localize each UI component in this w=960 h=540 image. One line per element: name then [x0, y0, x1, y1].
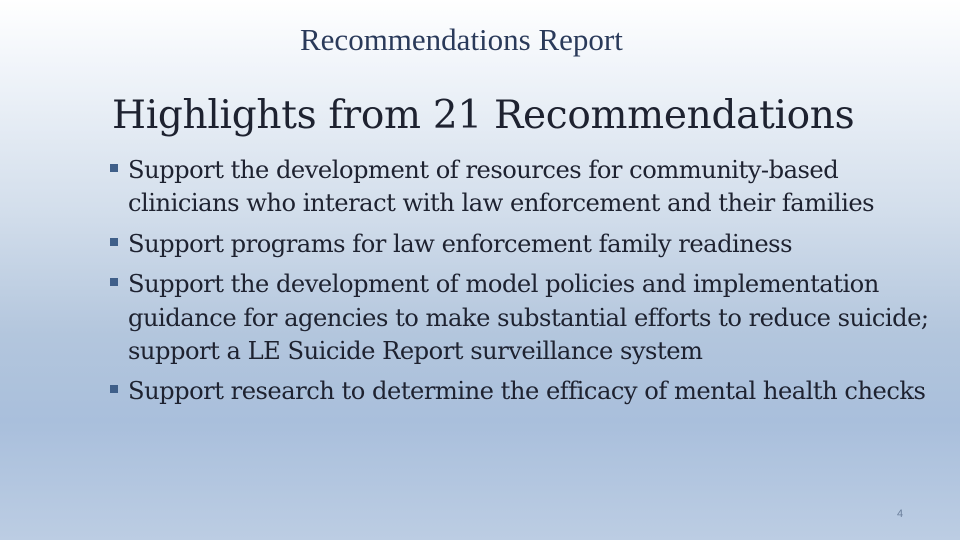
bullet-text: Support programs for law enforcement family readiness: [128, 229, 793, 258]
list-item: [110, 154, 930, 221]
page-number: 4: [897, 508, 904, 520]
list-item: [110, 268, 930, 368]
square-bullet-icon: [110, 238, 118, 246]
bullet-text: Support the development of model policies and implementation guidance for agencies to make substantial efforts to reduce suicide; support a LE Suicide Report surveillance system: [128, 270, 929, 366]
square-bullet-icon: [110, 385, 118, 393]
header-title: Recommendations Report: [300, 22, 623, 57]
list-item: [110, 375, 930, 408]
bullet-text: Support research to determine the efficacy of mental health checks: [128, 377, 926, 406]
square-bullet-icon: [110, 164, 118, 172]
list-item: [110, 228, 930, 261]
bullet-list: [110, 154, 930, 416]
square-bullet-icon: [110, 278, 118, 286]
bullet-text: Support the development of resources for community-based clinicians who interact with law enforcement and their families: [128, 156, 875, 218]
page-title: Highlights from 21 Recommendations: [112, 93, 855, 138]
